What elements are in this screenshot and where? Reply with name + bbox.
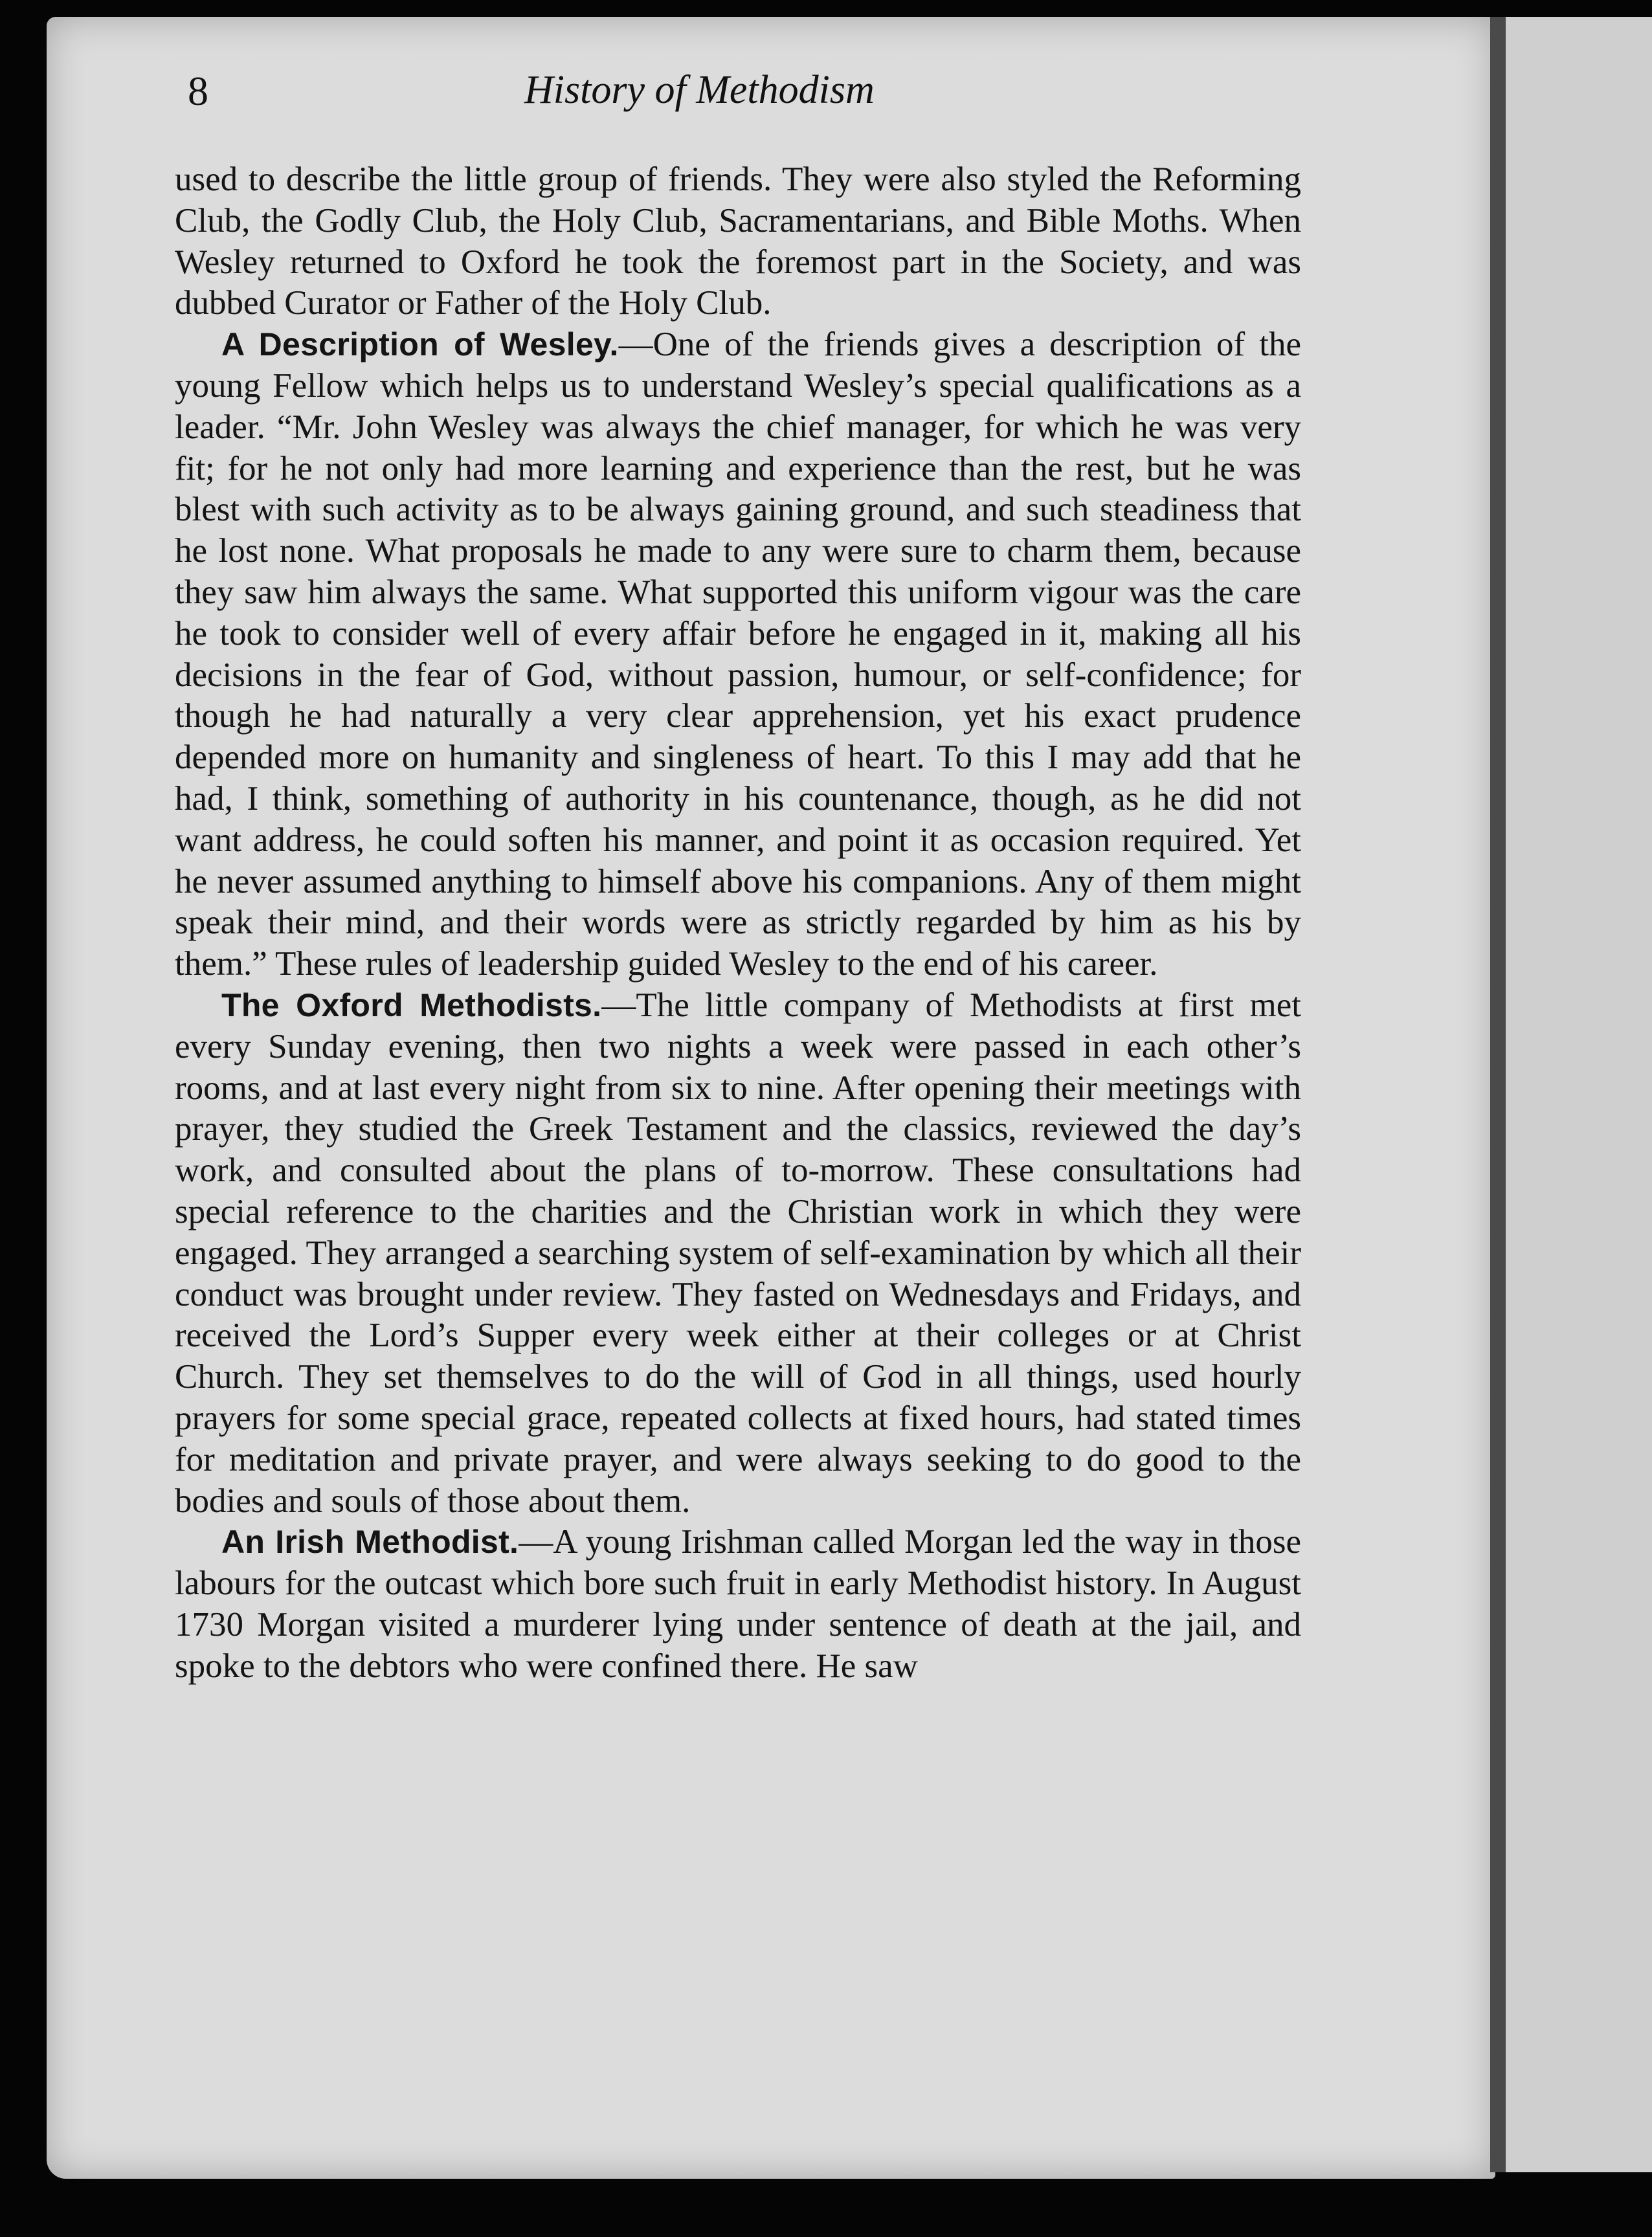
- section-heading: An Irish Methodist.: [221, 1524, 519, 1561]
- section-heading: The Oxford Methodists.: [221, 986, 602, 1023]
- body-text: [175, 159, 1301, 1687]
- facing-page-edge: [1506, 17, 1652, 2172]
- paragraph-text: —A young Irishman called Morgan led the way in those labours for the outcast which bore such fruit in early Methodist history. In August 1730 Morgan visited a murderer lying under sentence of death at the jail, and spoke to the debtors who were confined there. He saw: [175, 1523, 1302, 1685]
- page-header: [188, 67, 1314, 126]
- section-irish-methodist: [175, 1522, 1301, 1687]
- paragraph-text: —The little company of Methodists at first met every Sunday evening, then two nights a week were passed in each other’s rooms, and at last every night from six to nine. After opening their meetings with prayer, they studied the Greek Testament and the classics, reviewed the day’s work, and consulted about the plans of to-morrow. These consultations had special reference to the charities and the Christian work in which they were engaged. They arranged a searching system of self-examination by which all their conduct was brought under review. They fasted on Wednesdays and Fridays, and received the Lord’s Supper every week either at their colleges or at Christ Church. They set themselves to do the will of God in all things, used hourly prayers for some special grace, repeated collects at fixed hours, had stated times for meditation and private prayer, and were always seeking to do good to the bodies and souls of those about them.: [175, 986, 1301, 1520]
- section-oxford-methodists: [175, 985, 1301, 1522]
- paragraph-continuation: [175, 159, 1301, 324]
- book-gutter: [1490, 17, 1506, 2172]
- paragraph-text: used to describe the little group of friends. They were also styled the Reforming Club, the Godly Club, the Holy Club, Sacramentarians, and Bible Moths. When Wesley returned to Oxford he took the foremost part in the Society, and was dubbed Curator or Father of the Holy Club.: [175, 161, 1301, 322]
- page-number: 8: [188, 68, 208, 114]
- section-description-of-wesley: [175, 324, 1301, 985]
- paragraph-text: —One of the friends gives a description of the young Fellow which helps us to understand Wesley’s special qualifications as a leader. “Mr. John Wesley was always the chief manager, for which he was very fit; for he not only had more learning and experience than the rest, but he was blest with such activity as to be always gaining ground, and such steadiness that he lost none. What proposals he made to any were sure to charm them, because they saw him always the same. What supported this uniform vigour was the care he took to consider well of every affair before he engaged in it, making all his decisions in the fear of God, without passion, humour, or self-confidence; for though he had naturally a very clear apprehension, yet his exact prudence depended more on humanity and singleness of heart. To this I may add that he had, I think, something of authority in his countenance, though, as he did not want address, he could soften his manner, and point it as occasion required. Yet he never assumed anything to himself above his companions. Any of them might speak their mind, and their words were as strictly regarded by him as his by them.” These rules of leadership guided Wesley to the end of his career.: [175, 326, 1301, 983]
- running-title: History of Methodism: [524, 68, 875, 112]
- section-heading: A Description of Wesley.: [221, 326, 619, 363]
